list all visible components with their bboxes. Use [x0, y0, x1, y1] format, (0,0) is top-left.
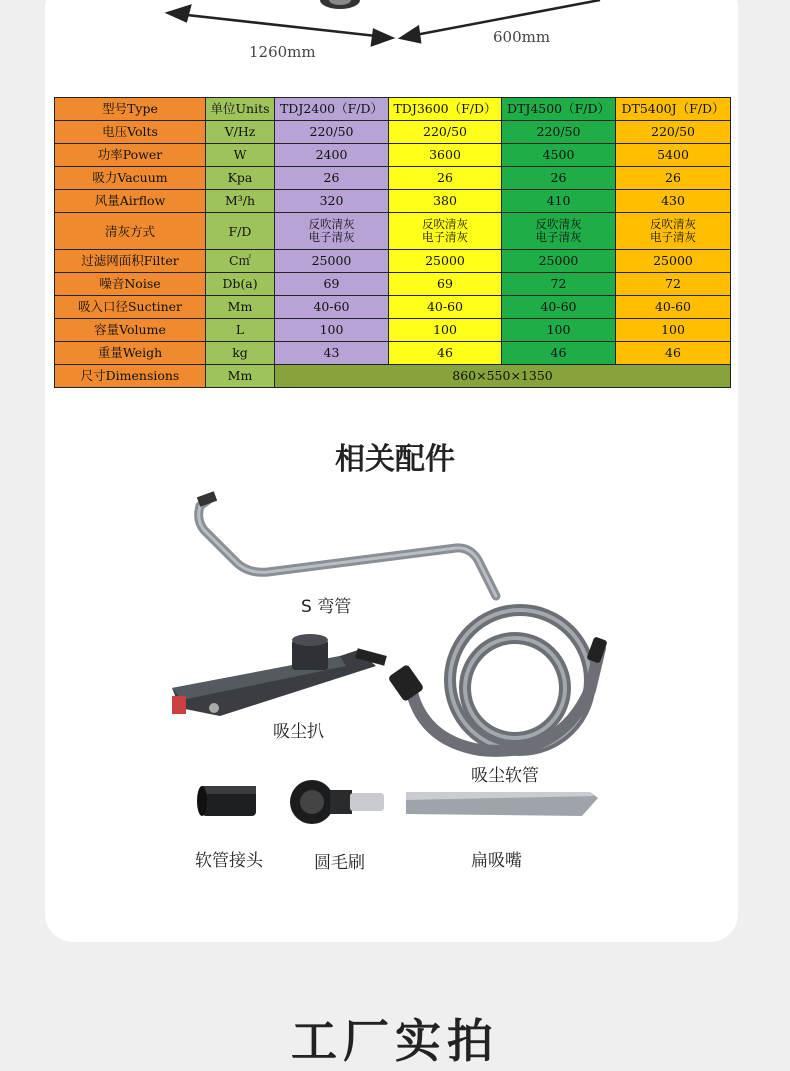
cell: 2400 [275, 144, 389, 167]
table-row [55, 273, 731, 296]
flat-nozzle-label: 扁吸嘴 [471, 851, 522, 871]
row-unit: C㎡ [206, 250, 275, 273]
cell: 40-60 [616, 296, 731, 319]
spec-table [54, 97, 731, 388]
cell: 220/50 [502, 121, 616, 144]
round-brush-image [290, 780, 384, 824]
cell: 40-60 [275, 296, 389, 319]
cell: 100 [616, 319, 731, 342]
cell: 220/50 [389, 121, 502, 144]
cell: 26 [502, 167, 616, 190]
length-arrow [168, 6, 392, 45]
connector-label: 软管接头 [195, 851, 263, 871]
row-name: 重量Weigh [55, 342, 206, 365]
cell: 220/50 [616, 121, 731, 144]
cell: 46 [616, 342, 731, 365]
accessories-title: 相关配件 [335, 442, 455, 477]
cell: 72 [616, 273, 731, 296]
row-unit: Mm [206, 365, 275, 388]
cell: 5400 [616, 144, 731, 167]
length-label: 1260mm [249, 43, 316, 61]
header-type: 型号Type [55, 98, 206, 121]
row-unit: V/Hz [206, 121, 275, 144]
cell: 320 [275, 190, 389, 213]
cell: 43 [275, 342, 389, 365]
table-row [55, 296, 731, 319]
row-name: 功率Power [55, 144, 206, 167]
row-name: 容量Volume [55, 319, 206, 342]
header-units: 单位Units [206, 98, 275, 121]
cell: 25000 [502, 250, 616, 273]
row-unit: F/D [206, 213, 275, 250]
floor-nozzle-label: 吸尘扒 [273, 722, 324, 742]
s-pipe-label: S 弯管 [301, 597, 352, 617]
cell: 25000 [389, 250, 502, 273]
cell: 220/50 [275, 121, 389, 144]
row-name: 吸入口径Suctiner [55, 296, 206, 319]
cell: 26 [275, 167, 389, 190]
cell: 430 [616, 190, 731, 213]
row-unit: Kpa [206, 167, 275, 190]
cell: 46 [502, 342, 616, 365]
cell: 反吹清灰 电子清灰 [389, 213, 502, 250]
cell: 380 [389, 190, 502, 213]
row-name: 电压Volts [55, 121, 206, 144]
cell: 69 [389, 273, 502, 296]
row-name: 过滤网面积Filter [55, 250, 206, 273]
row-name: 噪音Noise [55, 273, 206, 296]
row-unit: kg [206, 342, 275, 365]
table-header-row [55, 98, 731, 121]
cell: 40-60 [389, 296, 502, 319]
row-name: 清灰方式 [55, 213, 206, 250]
cell: 反吹清灰 电子清灰 [502, 213, 616, 250]
cell: 反吹清灰 电子清灰 [275, 213, 389, 250]
cell: 100 [389, 319, 502, 342]
row-name: 尺寸Dimensions [55, 365, 206, 388]
row-unit: L [206, 319, 275, 342]
row-unit: Db(a) [206, 273, 275, 296]
factory-photos-title: 工厂实拍 [291, 1014, 499, 1068]
table-row [55, 213, 731, 250]
row-name: 吸力Vacuum [55, 167, 206, 190]
row-name: 风量Airflow [55, 190, 206, 213]
cell: 72 [502, 273, 616, 296]
connector-image [197, 786, 256, 816]
floor-nozzle-image [172, 634, 387, 716]
cell: 40-60 [502, 296, 616, 319]
cell: 100 [502, 319, 616, 342]
row-unit: M³/h [206, 190, 275, 213]
header-model-3: DTJ4500（F/D） [502, 98, 616, 121]
cell: 25000 [275, 250, 389, 273]
width-label: 600mm [493, 28, 551, 46]
flat-nozzle-image [406, 792, 598, 816]
table-row [55, 319, 731, 342]
hose-image [388, 610, 608, 751]
accessories-illustration [0, 480, 790, 860]
cell: 26 [616, 167, 731, 190]
cell: 反吹清灰 电子清灰 [616, 213, 731, 250]
cell: 46 [389, 342, 502, 365]
dimensions-value: 860×550×1350 [275, 365, 731, 388]
cell: 69 [275, 273, 389, 296]
cell: 100 [275, 319, 389, 342]
row-unit: W [206, 144, 275, 167]
header-model-2: TDJ3600（F/D） [389, 98, 502, 121]
table-row [55, 190, 731, 213]
header-model-4: DT5400J（F/D） [616, 98, 731, 121]
hose-label: 吸尘软管 [471, 766, 539, 786]
table-row [55, 144, 731, 167]
cell: 25000 [616, 250, 731, 273]
header-model-1: TDJ2400（F/D） [275, 98, 389, 121]
cell: 3600 [389, 144, 502, 167]
cell: 410 [502, 190, 616, 213]
table-row [55, 342, 731, 365]
table-row-dimensions [55, 365, 731, 388]
table-row [55, 250, 731, 273]
round-brush-label: 圆毛刷 [314, 853, 365, 873]
cell: 4500 [502, 144, 616, 167]
cell: 26 [389, 167, 502, 190]
table-row [55, 167, 731, 190]
table-row [55, 121, 731, 144]
s-pipe-image [197, 491, 496, 596]
dimension-drawing [0, 0, 790, 80]
row-unit: Mm [206, 296, 275, 319]
